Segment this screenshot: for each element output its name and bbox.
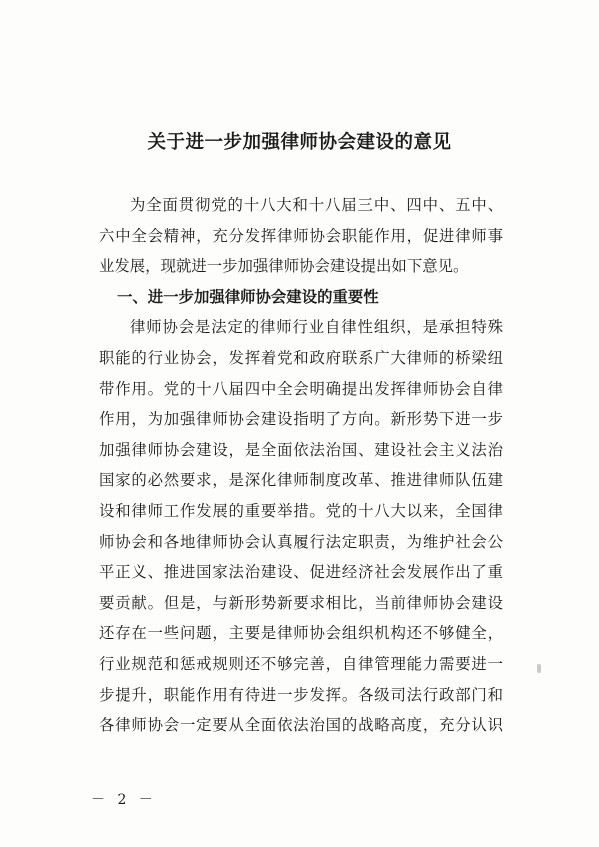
- paragraph-line: 为全面贯彻党的十八大和十八届三中、四中、五中、: [130, 196, 503, 214]
- document-title: 关于进一步加强律师协会建设的意见: [147, 132, 452, 153]
- paragraph-line: 职能的行业协会，发挥着党和政府联系广大律师的桥梁纽: [99, 348, 503, 367]
- page-number: － 2 －: [91, 792, 157, 808]
- paragraph-line: 带作用。党的十八届四中全会明确提出发挥律师协会自律: [99, 379, 503, 398]
- paragraph-line: 要贡献。但是，与新形势新要求相比，当前律师协会建设: [99, 593, 503, 612]
- paragraph-line: 平正义、推进国家法治建设、促进经济社会发展作出了重: [99, 563, 503, 582]
- document-body: [99, 190, 503, 741]
- paragraph-line: 加强律师协会建设，是全面依法治国、建设社会主义法治: [99, 440, 503, 459]
- section-heading: 一、进一步加强律师协会建设的重要性: [117, 287, 379, 306]
- paragraph-line: 作用，为加强律师协会建设指明了方向。新形势下进一步: [99, 410, 503, 429]
- scan-artifact: [537, 664, 541, 673]
- paragraph-line: 各律师协会一定要从全面依法治国的战略高度，充分认识: [99, 716, 503, 735]
- paragraph-line: 还存在一些问题，主要是律师协会组织机构还不够健全，: [99, 624, 503, 643]
- paragraph-line: 业发展，现就进一步加强律师协会建设提出如下意见。: [99, 257, 469, 276]
- paragraph-line: 律师协会是法定的律师行业自律性组织，是承担特殊: [130, 318, 503, 337]
- paragraph-line: 设和律师工作发展的重要举措。党的十八大以来，全国律: [99, 501, 503, 520]
- paragraph-line: 行业规范和惩戒规则还不够完善，自律管理能力需要进一: [99, 654, 503, 673]
- paragraph-line: 步提升，职能作用有待进一步发挥。各级司法行政部门和: [99, 685, 503, 704]
- paragraph-line: 六中全会精神，充分发挥律师协会职能作用，促进律师事: [99, 226, 503, 245]
- paragraph-line: 师协会和各地律师协会认真履行法定职责，为维护社会公: [99, 532, 503, 551]
- paragraph-line: 国家的必然要求，是深化律师制度改革、推进律师队伍建: [99, 471, 503, 490]
